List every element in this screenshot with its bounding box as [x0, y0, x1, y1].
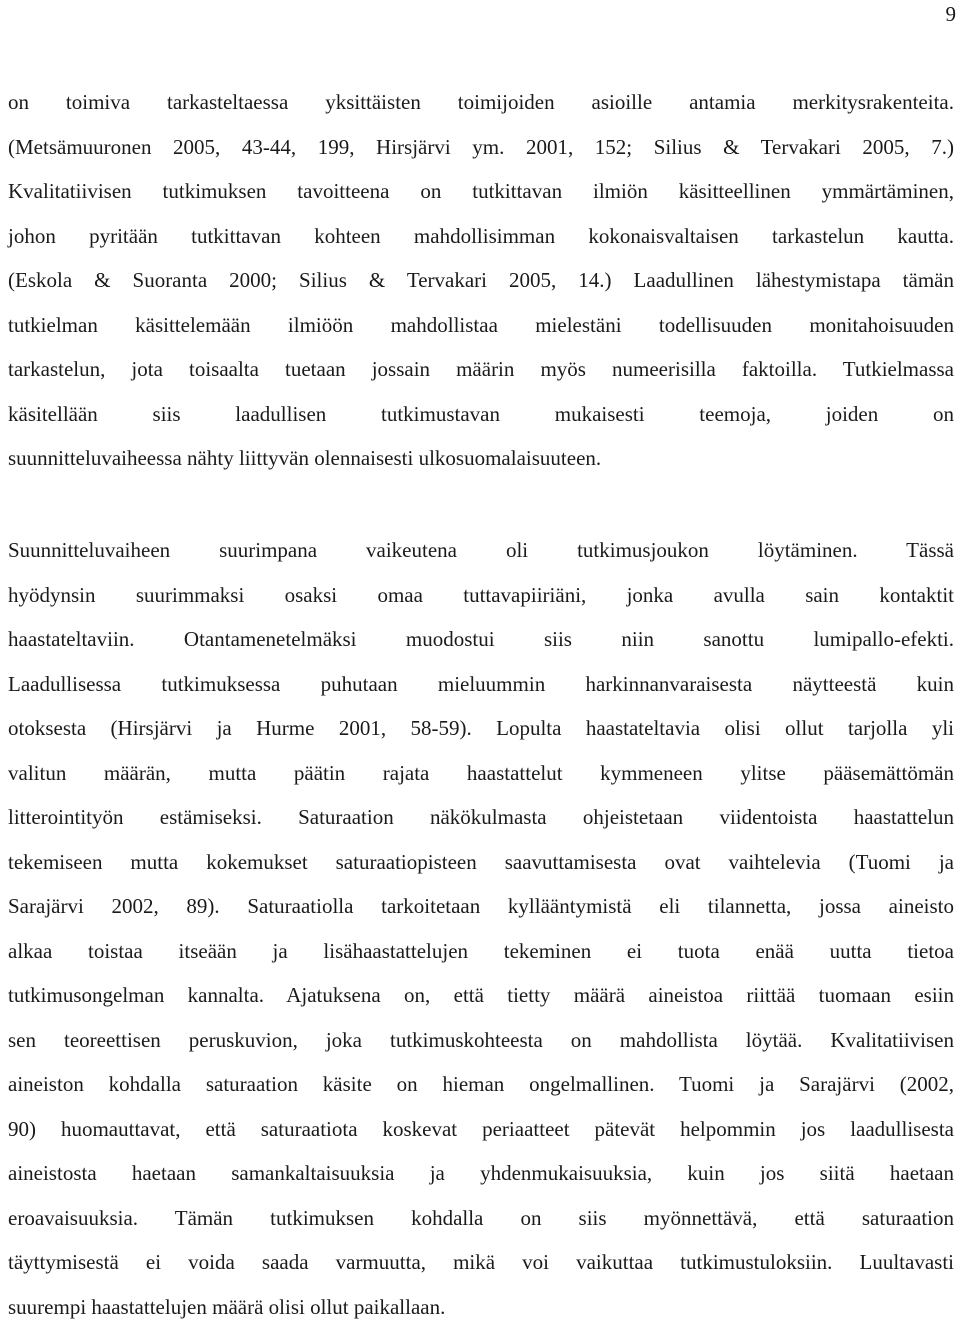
text-line: otoksesta (Hirsjärvi ja Hurme 2001, 58-59). Lopulta haastateltavia olisi ollut tarjolla yli	[8, 716, 954, 740]
text-line: haastateltaviin. Otantamenetelmäksi muodostui siis niin sanottu lumipallo-efekti.	[8, 627, 954, 651]
text-line: on toimiva tarkasteltaessa yksittäisten toimijoiden asioille antamia merkitysrakenteita.	[8, 90, 954, 114]
text-line: tarkastelun, jota toisaalta tuetaan jossain määrin myös numeerisilla faktoilla. Tutkielmassa	[8, 357, 954, 381]
text-line: käsitellään siis laadullisen tutkimustavan mukaisesti teemoja, joiden on	[8, 401, 954, 426]
text-line: suurempi haastattelujen määrä olisi ollut paikallaan.	[8, 1294, 446, 1319]
text-line: aineiston kohdalla saturaation käsite on hieman ongelmallinen. Tuomi ja Sarajärvi (2002,	[8, 1072, 954, 1096]
page-number: 9	[945, 2, 956, 26]
text-line: eroavaisuuksia. Tämän tutkimuksen kohdalla on siis myönnettävä, että saturaation	[8, 1205, 954, 1230]
text-line: alkaa toistaa itseään ja lisähaastattelujen tekeminen ei tuota enää uutta tietoa	[8, 938, 954, 963]
text-line: Kvalitatiivisen tutkimuksen tavoitteena on tutkittavan ilmiön käsitteellinen ymmärtäminen,	[8, 179, 954, 203]
text-line: valitun määrän, mutta päätin rajata haastattelut kymmeneen ylitse pääsemättömän	[8, 760, 954, 785]
text-line: 90) huomauttavat, että saturaatiota koskevat periaatteet pätevät helpommin jos laadullisesta	[8, 1116, 954, 1141]
text-line: tekemiseen mutta kokemukset saturaatiopisteen saavuttamisesta ovat vaihtelevia (Tuomi ja	[8, 849, 954, 874]
text-line: Sarajärvi 2002, 89). Saturaatiolla tarkoitetaan kyllääntymistä eli tilannetta, jossa aineisto	[8, 894, 954, 918]
text-line: hyödynsin suurimmaksi osaksi omaa tuttavapiiriäni, jonka avulla sain kontaktit	[8, 582, 954, 607]
text-line: tutkimusongelman kannalta. Ajatuksena on, että tietty määrä aineistoa riittää tuomaan esiin	[8, 983, 954, 1007]
text-line: suunnitteluvaiheessa nähty liittyvän olennaisesti ulkosuomalaisuuteen.	[8, 446, 602, 470]
text-line: (Eskola & Suoranta 2000; Silius & Tervakari 2005, 14.) Laadullinen lähestymistapa tämän	[8, 268, 954, 292]
text-line: täyttymisestä ei voida saada varmuutta, mikä voi vaikuttaa tutkimustuloksiin. Luultavasti	[8, 1250, 954, 1274]
text-line: litterointityön estämiseksi. Saturaation näkökulmasta ohjeistetaan viidentoista haastattelun	[8, 805, 954, 829]
text-line: Laadullisessa tutkimuksessa puhutaan mieluummin harkinnanvaraisesta näytteestä kuin	[8, 671, 954, 696]
text-line: sen teoreettisen peruskuvion, joka tutkimuskohteesta on mahdollista löytää. Kvalitatiivisen	[8, 1027, 954, 1052]
paragraph-1	[8, 80, 954, 481]
paragraph-2	[8, 528, 954, 1329]
text-line: Suunnitteluvaiheen suurimpana vaikeutena oli tutkimusjoukon löytäminen. Tässä	[8, 538, 954, 562]
text-line: tutkielman käsittelemään ilmiöön mahdollistaa mielestäni todellisuuden monitahoisuuden	[8, 312, 954, 337]
text-line: aineistosta haetaan samankaltaisuuksia ja yhdenmukaisuuksia, kuin jos siitä haetaan	[8, 1161, 954, 1185]
text-line: johon pyritään tutkittavan kohteen mahdollisimman kokonaisvaltaisen tarkastelun kautta.	[8, 223, 954, 248]
text-line: (Metsämuuronen 2005, 43-44, 199, Hirsjärvi ym. 2001, 152; Silius & Tervakari 2005, 7.)	[8, 134, 954, 159]
